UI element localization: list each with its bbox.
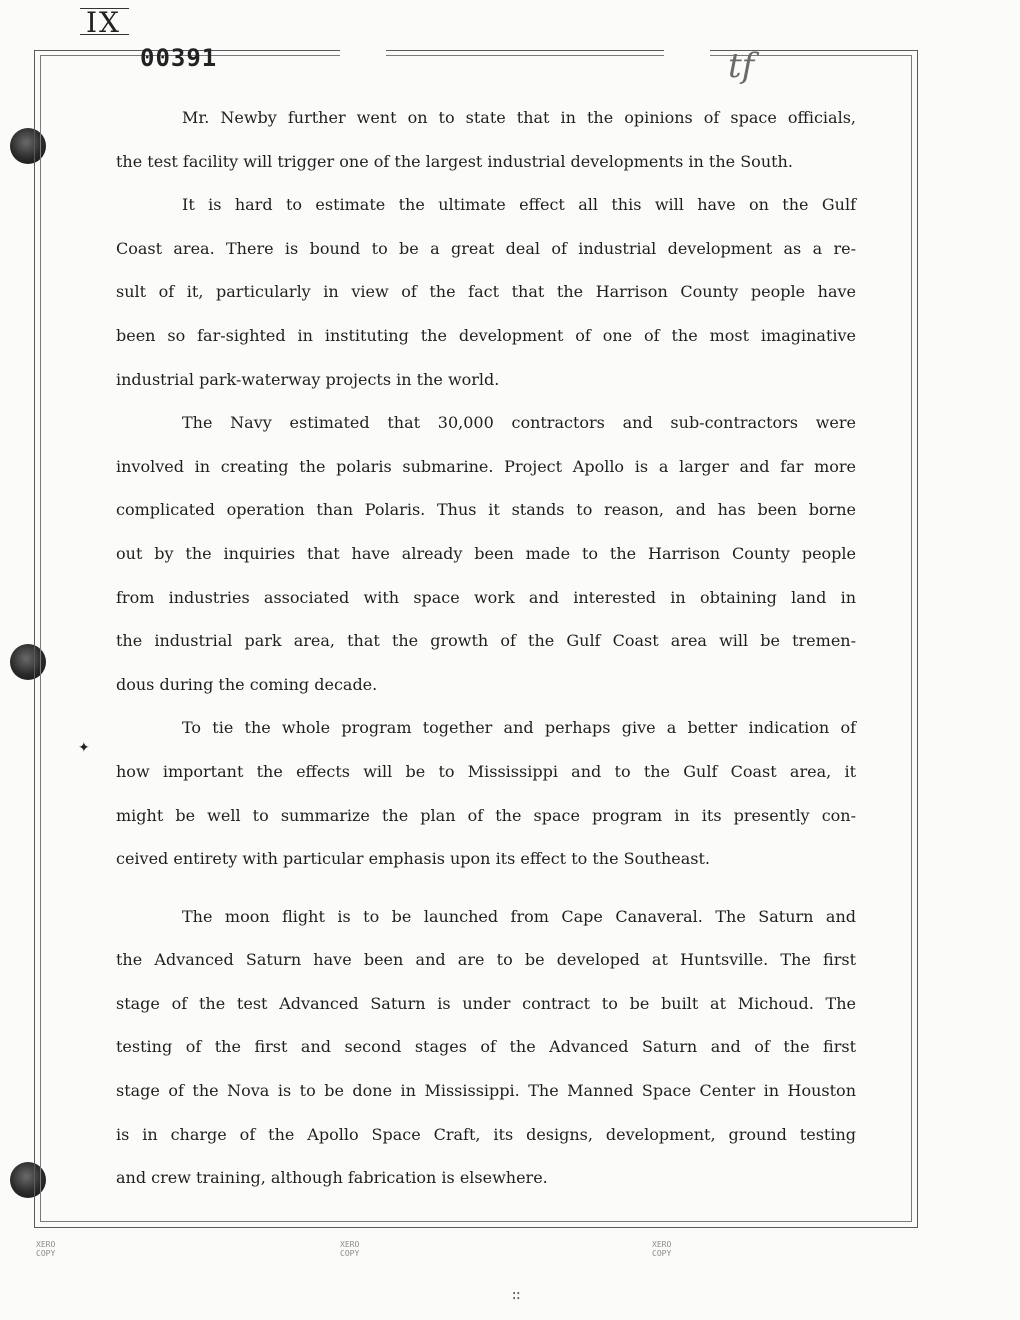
- text-line: is in charge of the Apollo Space Craft, its designs, development, ground testing: [116, 1124, 856, 1144]
- paragraph: [116, 706, 856, 880]
- text-line: how important the effects will be to Mississippi and to the Gulf Coast area, it: [116, 761, 856, 781]
- text-line: involved in creating the polaris submarine. Project Apollo is a larger and far more: [116, 456, 856, 476]
- border-gap-left: [340, 42, 386, 64]
- text-line: The moon flight is to be launched from Cape Canaveral. The Saturn and: [182, 906, 856, 926]
- text-line: To tie the whole program together and perhaps give a better indication of: [182, 718, 856, 738]
- text-line: sult of it, particularly in view of the fact that the Harrison County people have: [116, 282, 856, 302]
- text-line: and crew training, although fabrication is elsewhere.: [116, 1168, 548, 1188]
- text-line: testing of the first and second stages of the Advanced Saturn and of the first: [116, 1037, 856, 1057]
- paragraph: [116, 96, 856, 183]
- text-line: stage of the test Advanced Saturn is under contract to be built at Michoud. The: [116, 993, 856, 1013]
- paragraph: [116, 183, 856, 401]
- xerox-stamp: XERO COPY: [652, 1240, 672, 1258]
- text-line: from industries associated with space work and interested in obtaining land in: [116, 587, 856, 607]
- text-line: the Advanced Saturn have been and are to be developed at Huntsville. The first: [116, 950, 856, 970]
- paragraph: [116, 401, 856, 706]
- text-line: The Navy estimated that 30,000 contractors and sub-contractors were: [182, 413, 856, 433]
- text-line: stage of the Nova is to be done in Mississippi. The Manned Space Center in Houston: [116, 1081, 856, 1101]
- text-line: been so far-sighted in instituting the development of one of the most imaginative: [116, 325, 856, 345]
- roman-numeral-mark: IX: [86, 6, 121, 39]
- xerox-stamp: XERO COPY: [36, 1240, 56, 1258]
- text-line: dous during the coming decade.: [116, 674, 378, 694]
- text-line: Mr. Newby further went on to state that in the opinions of space officials,: [182, 108, 856, 127]
- xerox-stamp: XERO COPY: [340, 1240, 360, 1258]
- document-body: [116, 96, 856, 1200]
- text-line: the industrial park area, that the growth of the Gulf Coast area will be tremen-: [116, 631, 856, 651]
- text-line: industrial park-waterway projects in the world.: [116, 369, 500, 389]
- text-line: out by the inquiries that have already been made to the Harrison County people: [116, 543, 856, 563]
- document-number: 00391: [140, 44, 218, 72]
- border-gap-right: [664, 42, 710, 64]
- text-line: complicated operation than Polaris. Thus it stands to reason, and has been borne: [116, 500, 856, 520]
- text-line: might be well to summarize the plan of the space program in its presently con-: [116, 805, 856, 825]
- text-line: ceived entirety with particular emphasis upon its effect to the Southeast.: [116, 849, 710, 869]
- text-line: the test facility will trigger one of the largest industrial developments in the South.: [116, 151, 793, 171]
- smudge-mark: ∷: [512, 1288, 521, 1304]
- text-line: It is hard to estimate the ultimate effect all this will have on the Gulf: [182, 195, 856, 215]
- text-line: Coast area. There is bound to be a great deal of industrial development as a re-: [116, 238, 856, 258]
- stray-mark-icon: ✦: [78, 740, 90, 756]
- handwritten-initials: tf: [728, 46, 755, 86]
- paragraph: [116, 895, 856, 1200]
